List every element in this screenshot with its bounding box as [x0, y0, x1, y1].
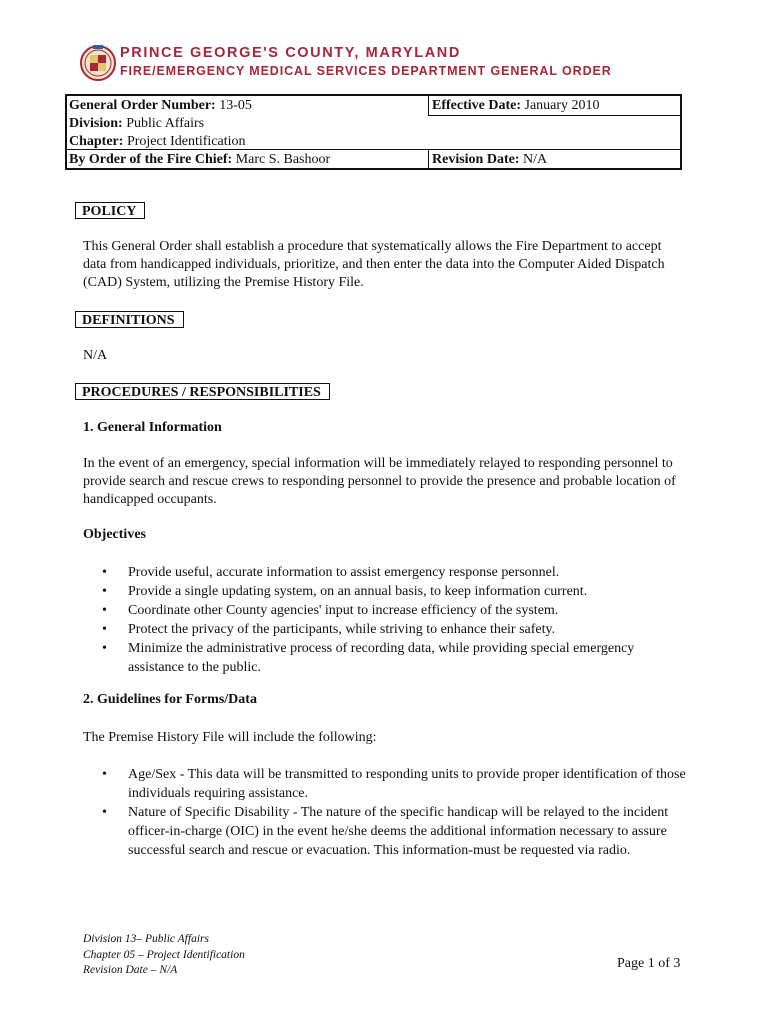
- list-item: • Minimize the administrative process of recording data, while providing special emergency assistance to the public.: [100, 639, 690, 677]
- order-number: General Order Number: 13-05: [69, 98, 252, 113]
- chapter: Chapter: Project Identification: [69, 134, 246, 149]
- county-seal-icon: [80, 42, 116, 86]
- page-footer: [83, 932, 245, 979]
- general-information-heading: 1. General Information: [83, 420, 222, 435]
- list-item: • Provide useful, accurate information to assist emergency response personnel.: [100, 563, 690, 582]
- footer-revision: Revision Date – N/A: [83, 964, 178, 976]
- definitions-heading: DEFINITIONS: [75, 311, 184, 328]
- policy-text: This General Order shall establish a procedure that systematically allows the Fire Department to accept data from handicapped individuals, prioritize, and then enter the data into the Computer Aided Dispatch (CAD) System, utilizing the Premise History File.: [83, 239, 665, 290]
- footer-division: Division 13– Public Affairs: [83, 933, 209, 945]
- order-info-table: [65, 94, 682, 170]
- footer-chapter: Chapter 05 – Project Identification: [83, 948, 245, 961]
- document-header: [80, 42, 720, 90]
- list-item: • Coordinate other County agencies' input to increase efficiency of the system.: [100, 601, 690, 620]
- list-item: • Provide a single updating system, on an annual basis, to keep information current.: [100, 582, 690, 601]
- page-number: Page 1 of 3: [617, 956, 681, 971]
- fire-chief: By Order of the Fire Chief: Marc S. Bashoor: [69, 152, 331, 167]
- guidelines-intro: The Premise History File will include the following:: [83, 730, 377, 745]
- revision-date: Revision Date: N/A: [432, 152, 548, 167]
- guidelines-heading: 2. Guidelines for Forms/Data: [83, 692, 257, 707]
- county-title: PRINCE GEORGE'S COUNTY, MARYLAND: [120, 45, 461, 61]
- list-item: • Age/Sex - This data will be transmitted to responding units to provide proper identification of those individuals requiring assistance.: [100, 765, 690, 803]
- effective-date: Effective Date: January 2010: [432, 98, 600, 113]
- list-item: • Nature of Specific Disability - The nature of the specific handicap will be relayed to the incident officer-in-charge (OIC) in the event he/she deems the additional information necessary to assure successful search and rescue or evacuation. This information-must be requested via radio.: [100, 803, 690, 860]
- department-title: FIRE/EMERGENCY MEDICAL SERVICES DEPARTMENT GENERAL ORDER: [120, 64, 612, 78]
- list-item: • Protect the privacy of the participants, while striving to enhance their safety.: [100, 620, 690, 639]
- objectives-heading: Objectives: [83, 527, 146, 542]
- general-information-text: In the event of an emergency, special information will be immediately relayed to responding personnel to provide search and rescue crews to responding personnel to provide the presence and probable location of handicapped occupants.: [83, 456, 676, 507]
- division: Division: Public Affairs: [69, 116, 205, 131]
- policy-heading: POLICY: [75, 202, 145, 219]
- guidelines-list: [100, 765, 690, 860]
- procedures-heading: PROCEDURES / RESPONSIBILITIES: [75, 383, 330, 400]
- objectives-list: [100, 563, 690, 677]
- definitions-text: N/A: [83, 348, 108, 363]
